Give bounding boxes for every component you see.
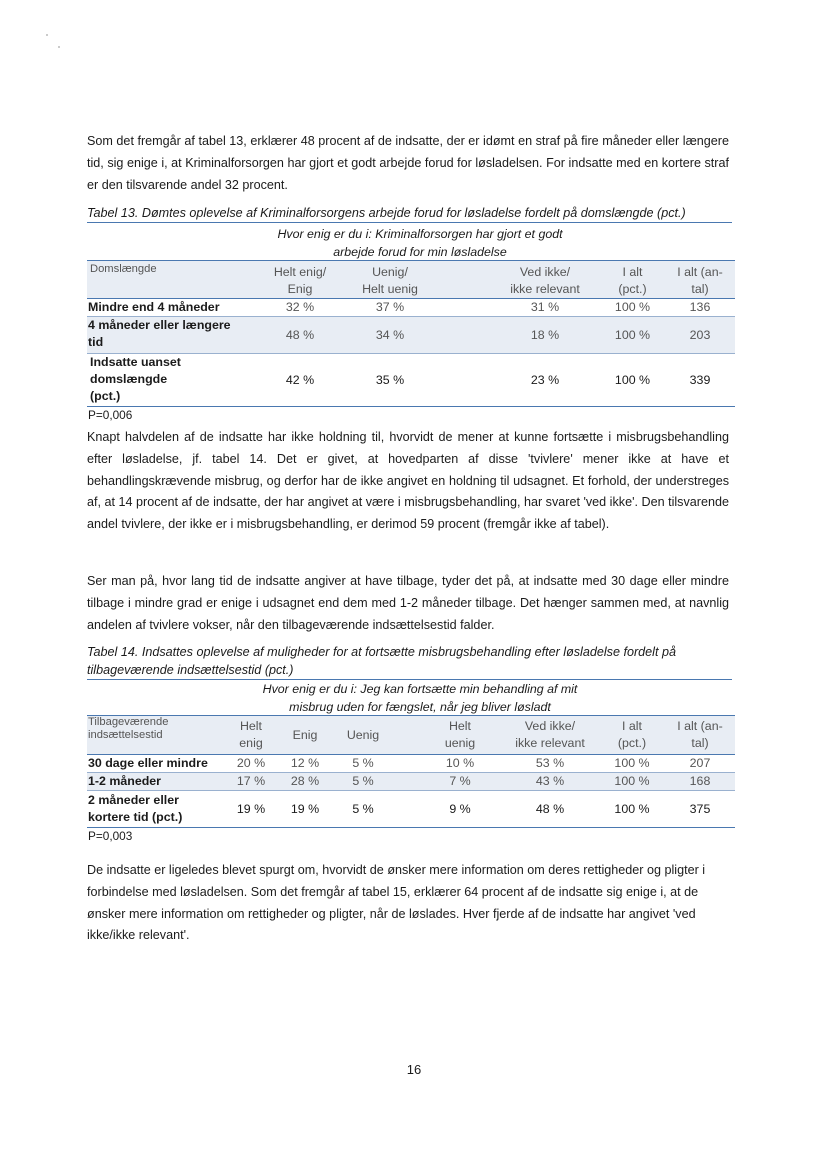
table-rule xyxy=(87,790,735,791)
table-13-row-label: Mindre end 4 måneder xyxy=(88,300,220,314)
table-14-cell: 17 % xyxy=(236,774,266,788)
table-13-cell: 23 % xyxy=(530,373,560,387)
table-13-stub-header: Domslængde xyxy=(90,263,157,275)
table-14-cell: 5 % xyxy=(352,756,374,770)
table-14-cell: 20 % xyxy=(236,756,266,770)
table-13-cell: 18 % xyxy=(530,328,560,342)
table-rule xyxy=(87,353,735,354)
table-14-cell: 375 xyxy=(689,802,711,816)
table-14-cell: 43 % xyxy=(535,774,565,788)
table-13-cell: 35 % xyxy=(375,373,405,387)
table-14-cell: 5 % xyxy=(352,774,374,788)
table-13-col-header: Ved ikke/ ikke relevant xyxy=(510,265,580,296)
table-13-col-header: Helt enig/ Enig xyxy=(273,265,327,296)
table-14-cell: 100 % xyxy=(614,802,650,816)
table-13-col-header: I alt (pct.) xyxy=(618,265,647,296)
table-14-cell: 100 % xyxy=(614,774,650,788)
table-14-note: P=0,003 xyxy=(88,829,133,843)
table-13-cell: 136 xyxy=(689,300,711,314)
scan-speck xyxy=(46,34,48,36)
table-14-question: Hvor enig er du i: Jeg kan fortsætte min behandling af mit misbrug uden for fængslet, når jeg bliver løsladt xyxy=(262,682,578,714)
scan-speck xyxy=(58,46,60,48)
table-14-cell: 207 xyxy=(689,756,711,770)
table-14-cell: 48 % xyxy=(535,802,565,816)
table-14-cell: 28 % xyxy=(290,774,320,788)
table-14-cell: 19 % xyxy=(290,802,320,816)
paragraph-tilbage: Ser man på, hvor lang tid de indsatte angiver at have tilbage, tyder det på, at indsatte med 30 dage eller mindre tilbage i mindre grad er enige i udsagnet end dem med 1-2 måneder tilbage. Det hænger sammen med, at navnlig andelen af tvivlere vokser, når den tilbageværende indsættelsestid falder. xyxy=(87,574,729,632)
table-14-cell: 10 % xyxy=(445,756,475,770)
table-14-col-header: Helt enig xyxy=(239,719,263,750)
table-13-cell: 32 % xyxy=(285,300,315,314)
table-14-row-label: 1-2 måneder xyxy=(88,774,162,788)
table-14-cell: 168 xyxy=(689,774,711,788)
table-14-cell: 5 % xyxy=(352,802,374,816)
table-14-cell: 7 % xyxy=(449,774,471,788)
table-14-cell: 19 % xyxy=(236,802,266,816)
table-13-cell: 42 % xyxy=(285,373,315,387)
table-14-cell: 9 % xyxy=(449,802,471,816)
paragraph-intro: Som det fremgår af tabel 13, erklærer 48 procent af de indsatte, der er idømt en straf på fire måneder eller længere tid, sig enige i, at Kriminalforsorgen har gjort et godt arbejde forud for løsladelsen. For indsatte med en kortere straf er den tilsvarende andel 32 procent. xyxy=(87,134,729,192)
table-14-col-header: Enig xyxy=(292,728,318,742)
table-13-caption: Tabel 13. Dømtes oplevelse af Kriminalforsorgens arbejde forud for løsladelse fordelt på domslængde (pct.) xyxy=(87,204,732,223)
table-13-note: P=0,006 xyxy=(88,408,133,422)
table-14-caption: Tabel 14. Indsattes oplevelse af muligheder for at fortsætte misbrugsbehandling efter løsladelse fordelt på tilbageværende indsættelsestid (pct.) xyxy=(87,643,732,680)
table-14-cell: 100 % xyxy=(614,756,650,770)
table-13-cell: 100 % xyxy=(614,300,651,314)
table-14-cell: 12 % xyxy=(290,756,320,770)
table-14-row-label: 2 måneder eller kortere tid (pct.) xyxy=(88,793,183,824)
table-rule xyxy=(87,260,735,261)
table-13-col-header: I alt (an- tal) xyxy=(677,265,723,296)
table-14-cell: 53 % xyxy=(535,756,565,770)
table-13-cell: 339 xyxy=(689,373,711,387)
table-14-col-header: Uenig xyxy=(346,728,380,742)
table-14-col-header: Ved ikke/ ikke relevant xyxy=(515,719,585,750)
table-13-question: Hvor enig er du i: Kriminalforsorgen har gjort et godt arbejde forud for min løsladelse xyxy=(277,227,563,259)
table-rule xyxy=(87,827,735,828)
table-14-row-label: 30 dage eller mindre xyxy=(88,756,208,770)
page-number: 16 xyxy=(406,1062,422,1077)
table-14-col-header: Helt uenig xyxy=(444,719,476,750)
table-13-cell: 34 % xyxy=(375,328,405,342)
paragraph-information: De indsatte er ligeledes blevet spurgt om, hvorvidt de ønsker mere information om deres rettigheder og pligter i forbindelse med løsladelsen. Som det fremgår af tabel 15, erklærer 64 procent af de indsatte sig enige i, at de ønsker mere information om rettigheder og pligter, når de løslades. Hver fjerde af de indsatte har angivet 'ved ikke/ikke relevant'. xyxy=(87,863,706,943)
table-13-cell: 100 % xyxy=(614,373,651,387)
table-13-cell: 100 % xyxy=(614,328,651,342)
table-13-cell: 37 % xyxy=(375,300,405,314)
table-13-row-label: Indsatte uanset domslængde (pct.) xyxy=(90,355,181,403)
table-13-cell: 31 % xyxy=(530,300,560,314)
table-rule xyxy=(87,406,735,407)
table-13-col-header: Uenig/ Helt uenig xyxy=(362,265,418,296)
paragraph-misbrug: Knapt halvdelen af de indsatte har ikke holdning til, hvorvidt de mener at kunne fortsætte i misbrugsbehandling efter løsladelse, jf. tabel 14. Det er givet, at hovedparten af disse 'tvivlere' mener ikke at have et behandlingskrævende misbrug, og derfor har de ikke angivet en holdning til udsagnet. Et forhold, der understreges af, at 14 procent af de indsatte, der har angivet at være i misbrugsbehandling, har svaret 'ved ikke'. Den tilsvarende andel tvivlere, der ikke er i misbrugsbehandling, er derimod 59 procent (fremgår ikke af tabel). xyxy=(87,430,729,532)
table-14-stub-header: Tilbageværende indsættelsestid xyxy=(88,716,169,741)
table-13-cell: 48 % xyxy=(285,328,315,342)
table-14-col-header: I alt (an- tal) xyxy=(677,719,723,750)
table-14-col-header: I alt (pct.) xyxy=(617,719,647,750)
table-13-row-label: 4 måneder eller længere tid xyxy=(88,318,231,349)
table-13-cell: 203 xyxy=(689,328,711,342)
table-rule xyxy=(87,715,735,716)
